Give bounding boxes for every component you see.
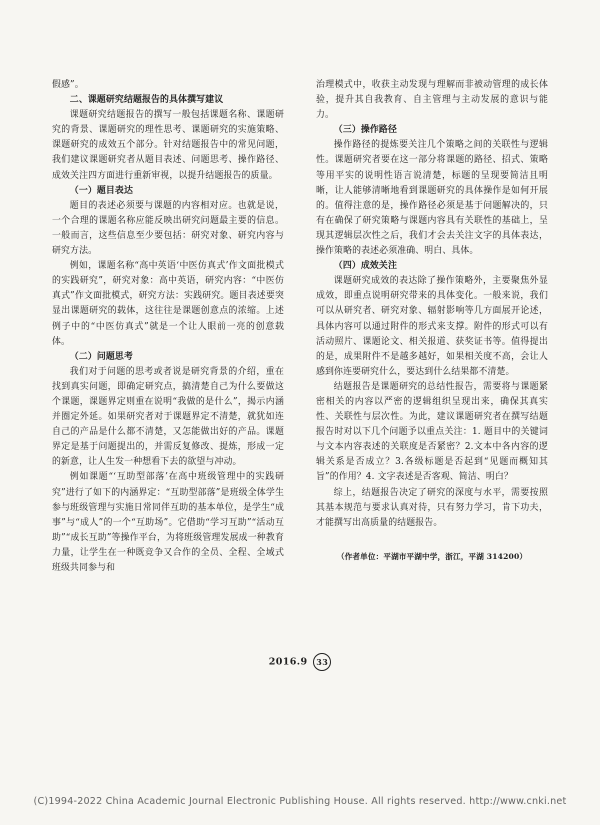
page-footer bbox=[0, 653, 600, 671]
paragraph-continuation-right: 治理模式中，收获主动发现与理解而非被动管理的成长体验，提升其自我教育、自主管理与主动发展的意识与能力。 bbox=[316, 80, 548, 121]
copyright-line: (C)1994-2022 China Academic Journal Electronic Publishing House. All rights reserved. http://www.cnki.net bbox=[33, 796, 567, 807]
paragraph-conclusion: 综上，结题报告决定了研究的深度与水平，需要按照其基本规范与要求认真对待，只有努力学习，肯下功夫，才能撰写出高质量的结题报告。 bbox=[316, 487, 548, 528]
paragraph-outcome-focus: 课题研究成效的表达除了操作策略外，主要聚焦外显成效，即重点说明研究带来的具体变化。一般来说，我们可以从研究者、研究对象、辐射影响等几方面展开论述，具体内容可以通过附件的形式来支撑。附件的形式可以有活动照片、课题论文、相关报道、获奖证书等。值得提出的是，成果附件不是越多越好，如果相关度不高，会让人感到你连要研究什么，要达到什么结果都不清楚。 bbox=[316, 276, 548, 377]
subsection-heading-operation-path: （三）操作路径 bbox=[333, 125, 397, 136]
paragraph-title-example: 例如，课题名称“高中英语‘中医仿真式’作文面批模式的实践研究”，研究对象：高中英语，研究内容：“中医仿真式”作文面批模式，研究方法：实践研究。题目表述要突显出课题研究的载体，这往往是课题创意点的浓缩。上述例子中的“中医仿真式”就是一个让人眼前一亮的创意载体。 bbox=[52, 261, 284, 347]
paragraph-report-summary: 结题报告是课题研究的总结性报告，需要将与课题紧密相关的内容以严密的逻辑组织呈现出来，确保其真实性、关联性与层次性。为此，建议课题研究者在撰写结题报告时对以下几个问题予以重点关注：1. 题目中的关键词与文本内容表述的关联度是否紧密？2.文本中各内容的逻辑关系是否成立？3.各级标题是否起到“见题而概知其旨”的作用？4. 文字表述是否客观、简洁、明白？ bbox=[316, 381, 548, 483]
subsection-heading-outcome-focus: （四）成效关注 bbox=[333, 261, 397, 272]
paragraph-continuation: 假感”。 bbox=[52, 80, 84, 90]
paragraph-operation-path: 操作路径的提炼要关注几个策略之间的关联性与逻辑性。课题研究者要在这一部分将课题的路径、招式、策略等用平实的说明性语言说清楚，标题的呈现要简洁且明晰，让人能够清晰地看到课题研究的具体操作是如何开展的。值得注意的是，操作路径必须是基于问题解决的，只有在确保了研究策略与课题内容具有关联性的基础上，呈现其逻辑层次性之后，我们才会去关注文字的具体表达，操作策略的表述必须准确、明白、具体。 bbox=[316, 140, 548, 257]
page-number-badge: 33 bbox=[313, 653, 331, 671]
paragraph-problem-thinking: 我们对于问题的思考或者说是研究背景的介绍，重在找到真实问题，即确定研究点，搞清楚自己为什么要做这个课题，课题界定则重在说明“我做的是什么”，揭示内涵并圈定外延。如果研究者对于课题界定不清楚，就犹如连自己的产品是什么都不清楚，又怎能做出好的产品。课题界定是基于问题提出的，并需反复修改、提炼，形成一定的新意，让人生发一种想看下去的欲望与冲动。 bbox=[52, 366, 284, 468]
issue-date: 2016.9 bbox=[268, 656, 308, 668]
paragraph-title-expression: 题目的表述必须要与课题的内容相对应。也就是说，一个合理的课题名称应能反映出研究问题最主要的信息。一般而言，这些信息至少要包括：研究对象、研究内容与研究方法。 bbox=[52, 200, 284, 257]
left-column bbox=[52, 78, 284, 576]
paragraph-intro: 课题研究结题报告的撰写一般包括课题名称、课题研究的背景、课题研究的理性思考、课题研究的实施策略、课题研究的成效五个部分。针对结题报告中的常见问题，我们建议课题研究者从题目表述、问题思考、操作路径、成效关注四方面进行重新审视，以提升结题报告的质量。 bbox=[52, 110, 284, 181]
author-affiliation: （作者单位：平湖市平湖中学，浙江，平湖 314200） bbox=[336, 551, 528, 561]
section-heading: 二、课题研究结题报告的具体撰写建议 bbox=[69, 95, 224, 106]
paragraph-problem-example: 例如课题“‘互助型部落’在高中班级管理中的实践研究”进行了如下的内涵界定：“互助型部落”是班级全体学生参与班级管理与实施日常同伴互助的基本单位，是学生“成事”与“成人”的一个“互助场”。它借助“学习互助”“活动互助”“成长互助”等操作平台，为将班级管理发展成一种教育力量，让学生在一种既竞争又合作的全员、全程、全域式班级共同参与和 bbox=[52, 472, 284, 573]
subsection-heading-problem-thinking: （二）问题思考 bbox=[69, 351, 133, 362]
subsection-heading-title-expression: （一）题目表达 bbox=[69, 185, 133, 196]
right-column bbox=[316, 78, 548, 564]
